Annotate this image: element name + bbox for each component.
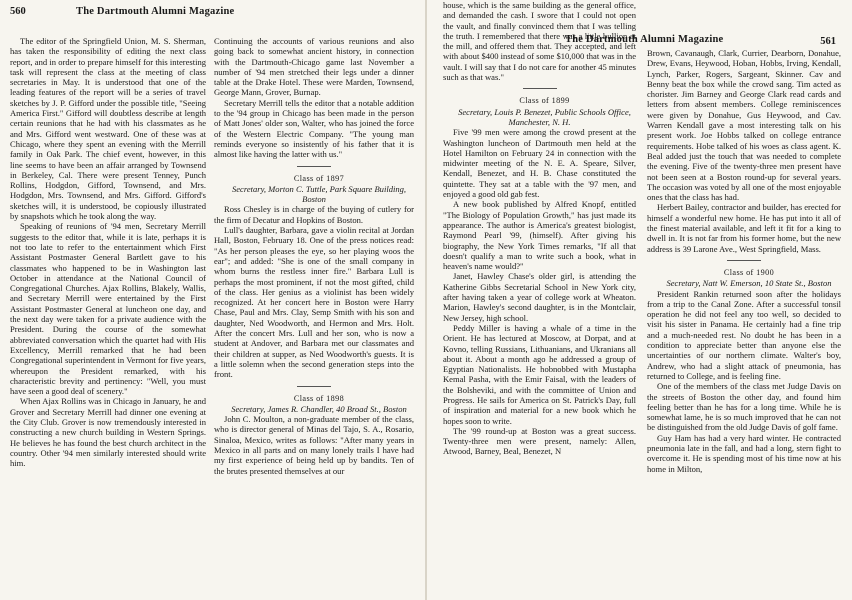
section-divider xyxy=(297,166,331,167)
secretary-text: Secretary, Louis P. Benezet, Public Schools Office, Manchester, N. H. xyxy=(458,106,631,127)
right-column-2 xyxy=(647,0,841,596)
left-column-2 xyxy=(214,36,414,592)
page-number: 561 xyxy=(820,36,836,47)
class-secretary xyxy=(647,278,841,288)
paragraph: Speaking of reunions of '94 men, Secretary Merrill suggests to the editor that, while it is late, perhaps it is not too late to refer to the entertainment which First Assistant Postmaster General Bartlett gave to his classmates who happened to be in Washington last October in attendance at the National Council of Congregational Churches. Ajax Rollins, Blakely, Wallis, and Secretary Merrill were entertained by the First Assistant Postmaster General at luncheon one day, and the next day were taken for a private audience with the President. During the course of the somewhat abbreviated conversation which the quartet had with His Excellency, Merrill remarked that he had been Congregational superintendent in Vermont for five years, whereupon the President remarked, with his characteristic brevity and pertinency: "Well, you must have seen a good deal of scenery." xyxy=(10,221,206,397)
secretary-text: Secretary, James R. Chandler, 40 Broad St., Boston xyxy=(231,403,407,414)
section-divider xyxy=(523,88,557,89)
paragraph: Peddy Miller is having a whale of a time in the Orient. He has lectured at Moscow, at Dorpat, and at Kovno, telling Russians, Lithuanians, and Ukranians all about it. About a month ago he addressed a group of Egyptian Nationalists. He hobnobbed with Mustapha Kemal Pasha, with the Emir Faisal, with the leaders of the Bolsheviki, and with the committee of Union and Progress. He sails for America on St. Patrick's Day, full of inspiration and material for a new book which he hopes soon to write. xyxy=(443,322,636,426)
class-heading: Class of 1897 xyxy=(293,173,345,183)
secretary-text: Secretary, Morton C. Tuttle, Park Square Building, Boston xyxy=(231,183,407,205)
paragraph: A new book published by Alfred Knopf, entitled "The Biology of Population Growth," has just made its appearance. The author is America's greatest biologist, Raymond Pearl '99, (himself). After giving his biography, the New York Times remarks, "If all that doesn't qualify a man to write such a book, what in heaven's name would?" xyxy=(443,199,636,272)
paragraph: President Rankin returned soon after the holidays from a trip to the Canal Zone. After a successful tonsil operation he did not feel any too well, so decided to visit his sister in Panama. He certainly had a fine trip and a much-needed rest. No doubt he has been in a condition to appreciate better than anyone else the uncertainties of our northern climate. Walter's boy, Andrew, who had a slight attack of pneumonia, has returned to College, and is feeling fine. xyxy=(647,288,841,381)
paragraph: Secretary Merrill tells the editor that a notable addition to the '94 group in Chicago has been made in the person of Matt Jones' older son, Walter, who has joined the force of the Western Electric Company. "The young man reminds everyone so insistently of his father that it is almost like having the latter with us." xyxy=(214,97,414,160)
paragraph: Janet, Hawley Chase's older girl, is attending the Katherine Gibbs Secretarial School in New York city, after having taken a year of college work at Wheaton. Marion, Hawley's second daughter, is in the Montclair, New Jersey, high school. xyxy=(443,271,636,323)
class-heading: Class of 1898 xyxy=(293,393,345,403)
paragraph: One of the members of the class met Judge Davis on the streets of Boston the other day, and found him feeling better than he has for a long time. While he is somewhat lame, he is so much improved that he can not be distinguished from the old Judge Davis of golf fame. xyxy=(647,381,841,433)
class-heading: Class of 1900 xyxy=(723,267,775,277)
right-column-1 xyxy=(443,0,636,596)
paragraph: Continuing the accounts of various reunions and also going back to somewhat ancient history, in connection with the Dartmouth-Chicago game last November a number of '94 men stretched their legs under a dinner table at the Drake Hotel. These were Marden, Townsend, George Mann, Grover, Burnap. xyxy=(214,36,414,98)
section-divider xyxy=(727,260,761,261)
secretary-text: Secretary, Natt W. Emerson, 10 State St., Boston xyxy=(666,278,832,289)
paragraph: Lull's daughter, Barbara, gave a violin recital at Jordan Hall, Boston, February 18. One of the press notices read: "As her person pleases the eye, so her playing woos the ear"; and added: "She is one of the small company in whom burns the restless inner fire." Barbara Lull is perhaps the most prominent, if not the most gifted, child of the class. Her genius as a violinist has been widely recognized. At her concert here in Boston were Harry Chase, Paul and Mrs. Clay, Semp Smith with his son and daughter, Ned Woodworth, and Hermon and Mrs. Holt. After the concert Mrs. Lull and her son, who is now a student at Andover, and Barbara met our classmates and their children at supper, as Ned Woodworth's guests. It is a little solemn when the second generation steps into the front. xyxy=(214,225,414,380)
section-divider xyxy=(297,386,331,387)
class-secretary xyxy=(214,404,414,414)
class-heading: Class of 1899 xyxy=(519,96,570,106)
paragraph: When Ajax Rollins was in Chicago in January, he and Grover and Secretary Merrill had dinner one evening at the City Club. Grover is now tremendously interested in constructing a new church building in Western Springs. He believes he has found the best church architect in the country. Other '94 men similarly interested should write him. xyxy=(10,396,206,469)
paragraph: Brown, Cavanaugh, Clark, Currier, Dearborn, Donahue, Drew, Evans, Heywood, Hoban, Hobbs, Irving, Kendall, Lynch, Parker, Rogers, Sargeant, Skinner. Cav and Benny beat the box while the crowd sang. Tim acted as chorister. Jim Barney and George Clark read cards and letters from absent members. College reminiscences were given by Donahue, Gus Heywood, and Cav. Warren Kendall gave a most interesting talk on his present work. Joe Hobbs talked on college entrance requirements. Hobe talked of his woes as class agent. K. Beal added just the touch that was needed to complete the evening. Five of the twenty-three men present have not been seen at a Boston round-up for several years. The occasion was voted by all one of the most enjoyable ones that the class has had. xyxy=(647,48,841,203)
paragraph: Ross Chesley is in charge of the buying of cutlery for the firm of Decatur and Hopkins of Boston. xyxy=(214,204,414,225)
paragraph: The '99 round-up at Boston was a great success. Twenty-three men were present, namely: Allen, Atwood, Barney, Beal, Benezet, N xyxy=(443,425,636,457)
paragraph: house, which is the same building as the general office, and demanded the cash. I swore that I could not open the vault, and finally convinced them that I was telling the truth. I remembered that there was a little bullion at the mill, and offered them that. They accepted, and left with about $400 instead of some $10,000 that was in the vault. I will say that I do not care for another 45 minutes such as that was." xyxy=(443,0,636,83)
left-page xyxy=(0,0,425,600)
running-title: The Dartmouth Alumni Magazine xyxy=(76,6,235,17)
right-page xyxy=(427,0,852,600)
paragraph: Five '99 men were among the crowd present at the Washington luncheon of Dartmouth men held at the Hotel Hamilton on February 24 in connection with the midwinter meeting of the N. E. A. Speare, Silver, Kendall, Benezet, and H. B. Chase constituted the quintette. They sat at a table with the '97 men, and enjoyed a good old gab fest. xyxy=(443,127,636,200)
class-secretary xyxy=(443,107,636,128)
paragraph: The editor of the Springfield Union, M. S. Sherman, has taken the responsibility of editing the next class report, and in order to prepare himself for this interesting task will represent the class at the meeting of class secretaries in May. It is understood that one of the leading features of the report will be a series of travel sketches by J. P. Gifford under the possible title, "Seeing America First." Gifford will doubtless describe at length certain reunions that he had with his classmates as he and Mrs. Gifford went westward. One of these was at Chicago, where they spent an evening with the Merrill family in Oak Park. The chief event, however, in this line seems to have been an affair arranged by Townsend in Berkeley, Cal. There were present Tenney, Punch Rollins, Hodgdon, Gifford, Townsend, and Mrs. Hodgdon, Mrs. Townsend, and Mrs. Gifford. Gifford's sketches will, it is understood, be copiously illustrated by snapshots which he took along the way. xyxy=(10,36,206,222)
paragraph: Guy Ham has had a very hard winter. He contracted pneumonia late in the fall, and had a long, stern fight to overcome it. He is spending most of his time now at his home in Milton, xyxy=(647,432,841,474)
page-number: 560 xyxy=(10,6,26,17)
paragraph: Herbert Bailey, contractor and builder, has erected for himself a wonderful new home. He has put into it all of the finest material available, and left it fit for a king to dwell in. It is not far from his former home, but the new address is 39 Larone Ave., West Springfield, Mass. xyxy=(647,202,841,254)
class-secretary xyxy=(214,184,414,205)
paragraph: John C. Moulton, a non-graduate member of the class, who is director general of Minas del Tajo, S. A., Rosario, Sinaloa, Mexico, writes as follows: "After many years in Mexico in all parts and on many lonely trails I have had my first experience of being held up by bandits. Ten of the brutes presented themselves at our xyxy=(214,414,414,476)
running-title: The Dartmouth Alumni Magazine xyxy=(565,34,724,45)
left-column-1 xyxy=(10,36,206,592)
